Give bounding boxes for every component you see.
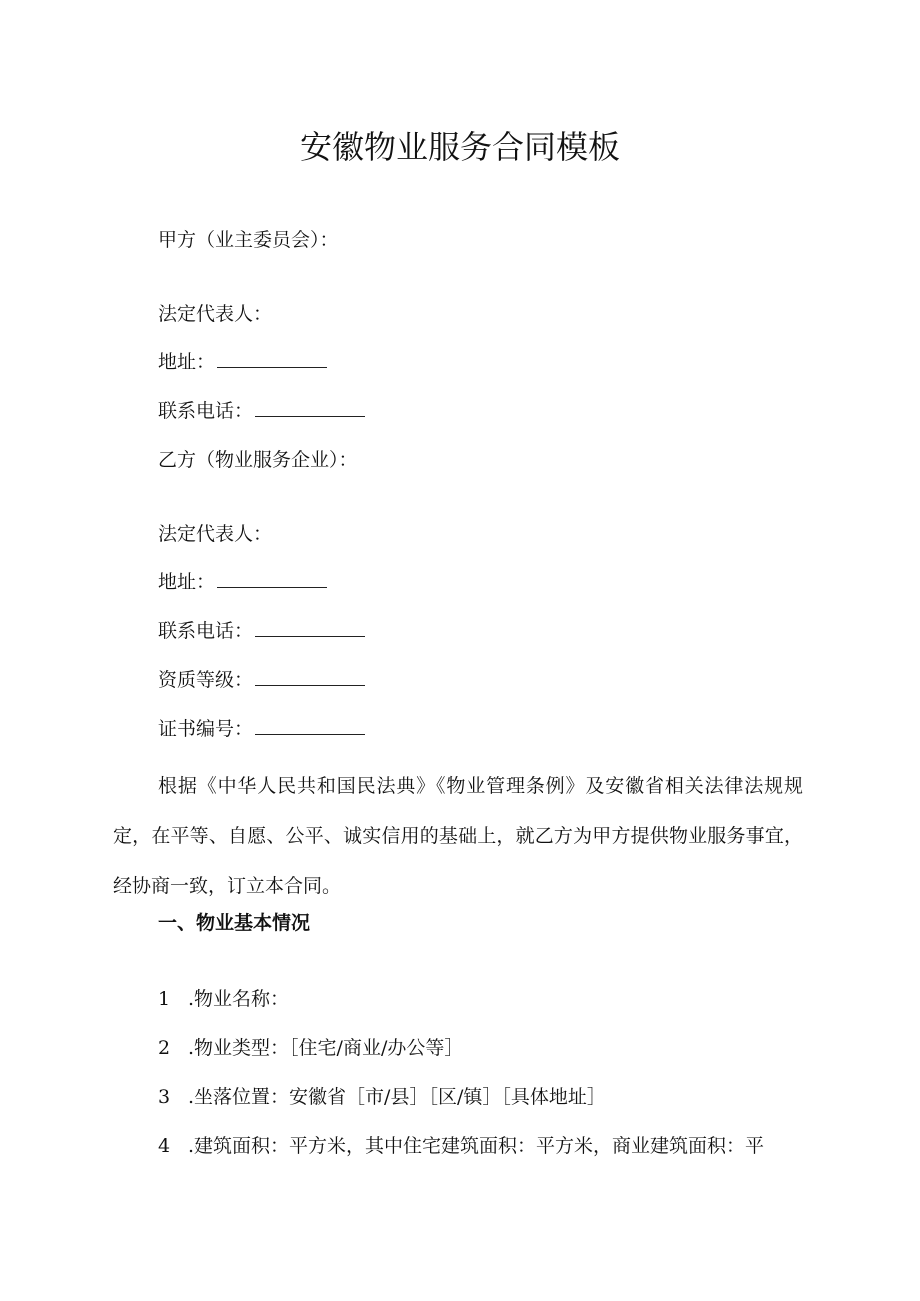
list-item-number: 3 (158, 1086, 171, 1108)
party-b-certificate-blank (255, 716, 365, 735)
party-a-rep-label: 法定代表人： (158, 303, 273, 325)
list-item-text: .物业名称： (188, 988, 290, 1010)
list-item (158, 1083, 606, 1111)
list-item-number: 4 (158, 1135, 171, 1157)
list-item-text: .物业类型：［住宅/商业/办公等］ (188, 1037, 464, 1059)
party-b-label: 乙方（物业服务企业）： (158, 449, 358, 471)
list-item (158, 985, 289, 1013)
list-item-text: .建筑面积：平方米，其中住宅建筑面积：平方米，商业建筑面积：平 (188, 1135, 765, 1157)
party-a-address-label: 地址： (158, 351, 216, 373)
list-item-number: 2 (158, 1037, 171, 1059)
list-item (158, 1034, 463, 1062)
party-b-qualification (158, 666, 365, 694)
party-a-address-blank (217, 349, 327, 368)
party-b-phone (158, 617, 365, 645)
list-item (158, 1132, 764, 1160)
party-b-address-label: 地址： (158, 571, 216, 593)
party-b-certificate (158, 715, 365, 743)
list-item-number: 1 (158, 988, 171, 1010)
party-b-rep (158, 520, 272, 548)
party-b-qualification-blank (255, 667, 365, 686)
party-b-qualification-label: 资质等级： (158, 669, 254, 691)
party-a-address (158, 348, 327, 376)
party-a-phone-label: 联系电话： (158, 400, 254, 422)
party-b-address (158, 568, 327, 596)
party-b-rep-label: 法定代表人： (158, 523, 273, 545)
party-a-phone-blank (255, 398, 365, 417)
section-heading: 一、物业基本情况 (158, 912, 311, 934)
party-b-phone-blank (255, 618, 365, 637)
list-item-text: .坐落位置：安徽省［市/县］［区/镇］［具体地址］ (188, 1086, 606, 1108)
party-b-certificate-label: 证书编号： (158, 718, 254, 740)
document-title: 安徽物业服务合同模板 (299, 128, 620, 166)
preamble-paragraph: 根据《中华人民共和国民法典》《物业管理条例》及安徽省相关法律法规规定，在平等、自愿、公平、诚实信用的基础上，就乙方为甲方提供物业服务事宜，经协商一致，订立本合同。 (113, 775, 803, 897)
party-a-phone (158, 397, 365, 425)
party-b-phone-label: 联系电话： (158, 620, 254, 642)
party-a-rep (158, 300, 272, 328)
party-a-label: 甲方（业主委员会）： (158, 229, 339, 251)
party-b-address-blank (217, 569, 327, 588)
